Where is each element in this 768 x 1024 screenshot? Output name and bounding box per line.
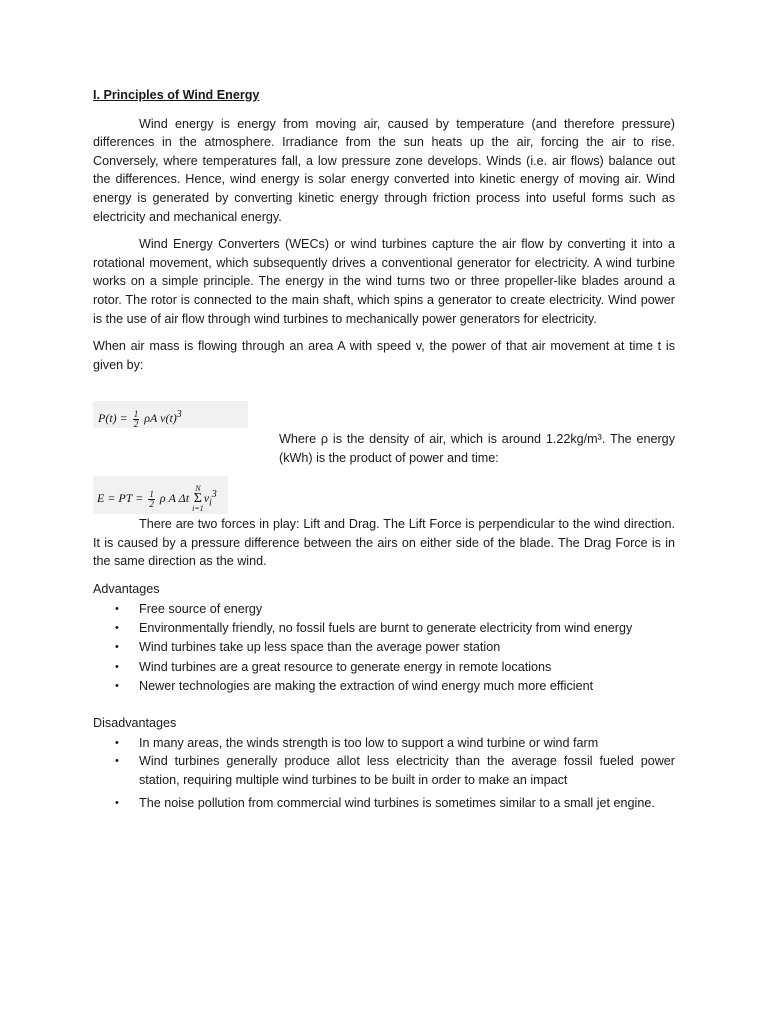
formula-variable: v bbox=[203, 491, 210, 505]
disadvantages-label: Disadvantages bbox=[93, 716, 177, 730]
list-item: • Wind turbines are a great resource to generate energy in remote locations bbox=[93, 658, 675, 677]
bullet-icon: • bbox=[115, 660, 119, 673]
paragraph-lift-drag: There are two forces in play: Lift and Drag. The Lift Force is perpendicular to the wind direction. It is caused by a pressure difference between the airs on either side of the blade. The Drag Force is in the same direction as the wind. bbox=[93, 517, 675, 569]
list-item: • Environmentally friendly, no fossil fuels are burnt to generate electricity from wind energy bbox=[93, 619, 675, 638]
bullet-icon: • bbox=[115, 602, 119, 615]
bullet-icon: • bbox=[115, 621, 119, 634]
bullet-icon: • bbox=[115, 755, 119, 768]
advantages-label: Advantages bbox=[93, 582, 160, 596]
bullet-icon: • bbox=[115, 641, 119, 654]
bullet-icon: • bbox=[115, 736, 119, 749]
paragraph-wind-energy-converters: Wind Energy Converters (WECs) or wind turbines capture the air flow by converting it into a rotational movement, which subsequently drives a conventional generator for electricity. A wind turbine works on a simple principle. The energy in the wind turns two or three propeller-like blades around a rotor. The rotor is connected to the main shaft, which spins a generator to create electricity. Wind power is the use of air flow through wind turbines to mechanically power generators for electricity. bbox=[93, 237, 675, 326]
summation-sign: N Σ i=1 bbox=[192, 484, 204, 514]
list-item: • In many areas, the winds strength is too low to support a wind turbine or wind farm bbox=[93, 734, 675, 753]
paragraph-density-note: Where ρ is the density of air, which is around 1.22kg/m³. The energy (kWh) is the product of power and time: bbox=[279, 432, 675, 465]
bullet-icon: • bbox=[115, 797, 119, 810]
formula-lhs: E = PT = bbox=[97, 491, 144, 505]
advantages-list bbox=[93, 600, 675, 696]
paragraph-power-intro: When air mass is flowing through an area A with speed v, the power of that air movement at time t is given by: bbox=[93, 339, 675, 372]
paragraph-wind-energy-definition: Wind energy is energy from moving air, caused by temperature (and therefore pressure) differences in the atmosphere. Irradiance from the sun heats up the air, forcing the air to rise. Conversely, where temperatures fall, a low pressure zone develops. Winds (i.e. air flows) balance out the differences. Hence, wind energy is solar energy converted into kinetic energy of moving air. Wind energy is generated by converting kinetic energy through friction process into useful forms such as electricity and mechanical energy. bbox=[93, 116, 675, 224]
formula-rhs: ρA v(t) bbox=[144, 411, 177, 425]
list-item: • Wind turbines take up less space than the average power station bbox=[93, 638, 675, 657]
formula-mid: ρ A Δt bbox=[159, 491, 190, 505]
list-item: • The noise pollution from commercial wind turbines is sometimes similar to a small jet engine. bbox=[93, 794, 675, 813]
list-item: • Newer technologies are making the extraction of wind energy much more efficient bbox=[93, 677, 675, 696]
advantages-section bbox=[93, 580, 675, 697]
list-item: • Wind turbines generally produce allot less electricity than the average fossil fueled power station, requiring multiple wind turbines to be built in order to make an impact bbox=[115, 754, 675, 787]
formula-exponent: 3 bbox=[176, 409, 182, 420]
formula-fraction: $\frac{1}{2}$ bbox=[133, 408, 139, 429]
bullet-icon: • bbox=[115, 680, 119, 693]
power-formula bbox=[93, 401, 248, 428]
energy-formula: E = PT = $\frac{1}{2}$ ρ A Δt N Σ $i=1v_i^3$ bbox=[93, 476, 228, 514]
section-heading: I. Principles of Wind Energy bbox=[93, 88, 260, 102]
disadvantages-list bbox=[93, 734, 675, 813]
formula-lhs: P(t) = bbox=[98, 411, 128, 425]
formula-fraction: $\frac{1}{2}$ bbox=[149, 488, 154, 509]
formula-exponent: 3 bbox=[211, 489, 217, 500]
list-item: • Free source of energy bbox=[93, 600, 675, 619]
document-page bbox=[93, 86, 675, 811]
disadvantages-section bbox=[93, 714, 675, 813]
